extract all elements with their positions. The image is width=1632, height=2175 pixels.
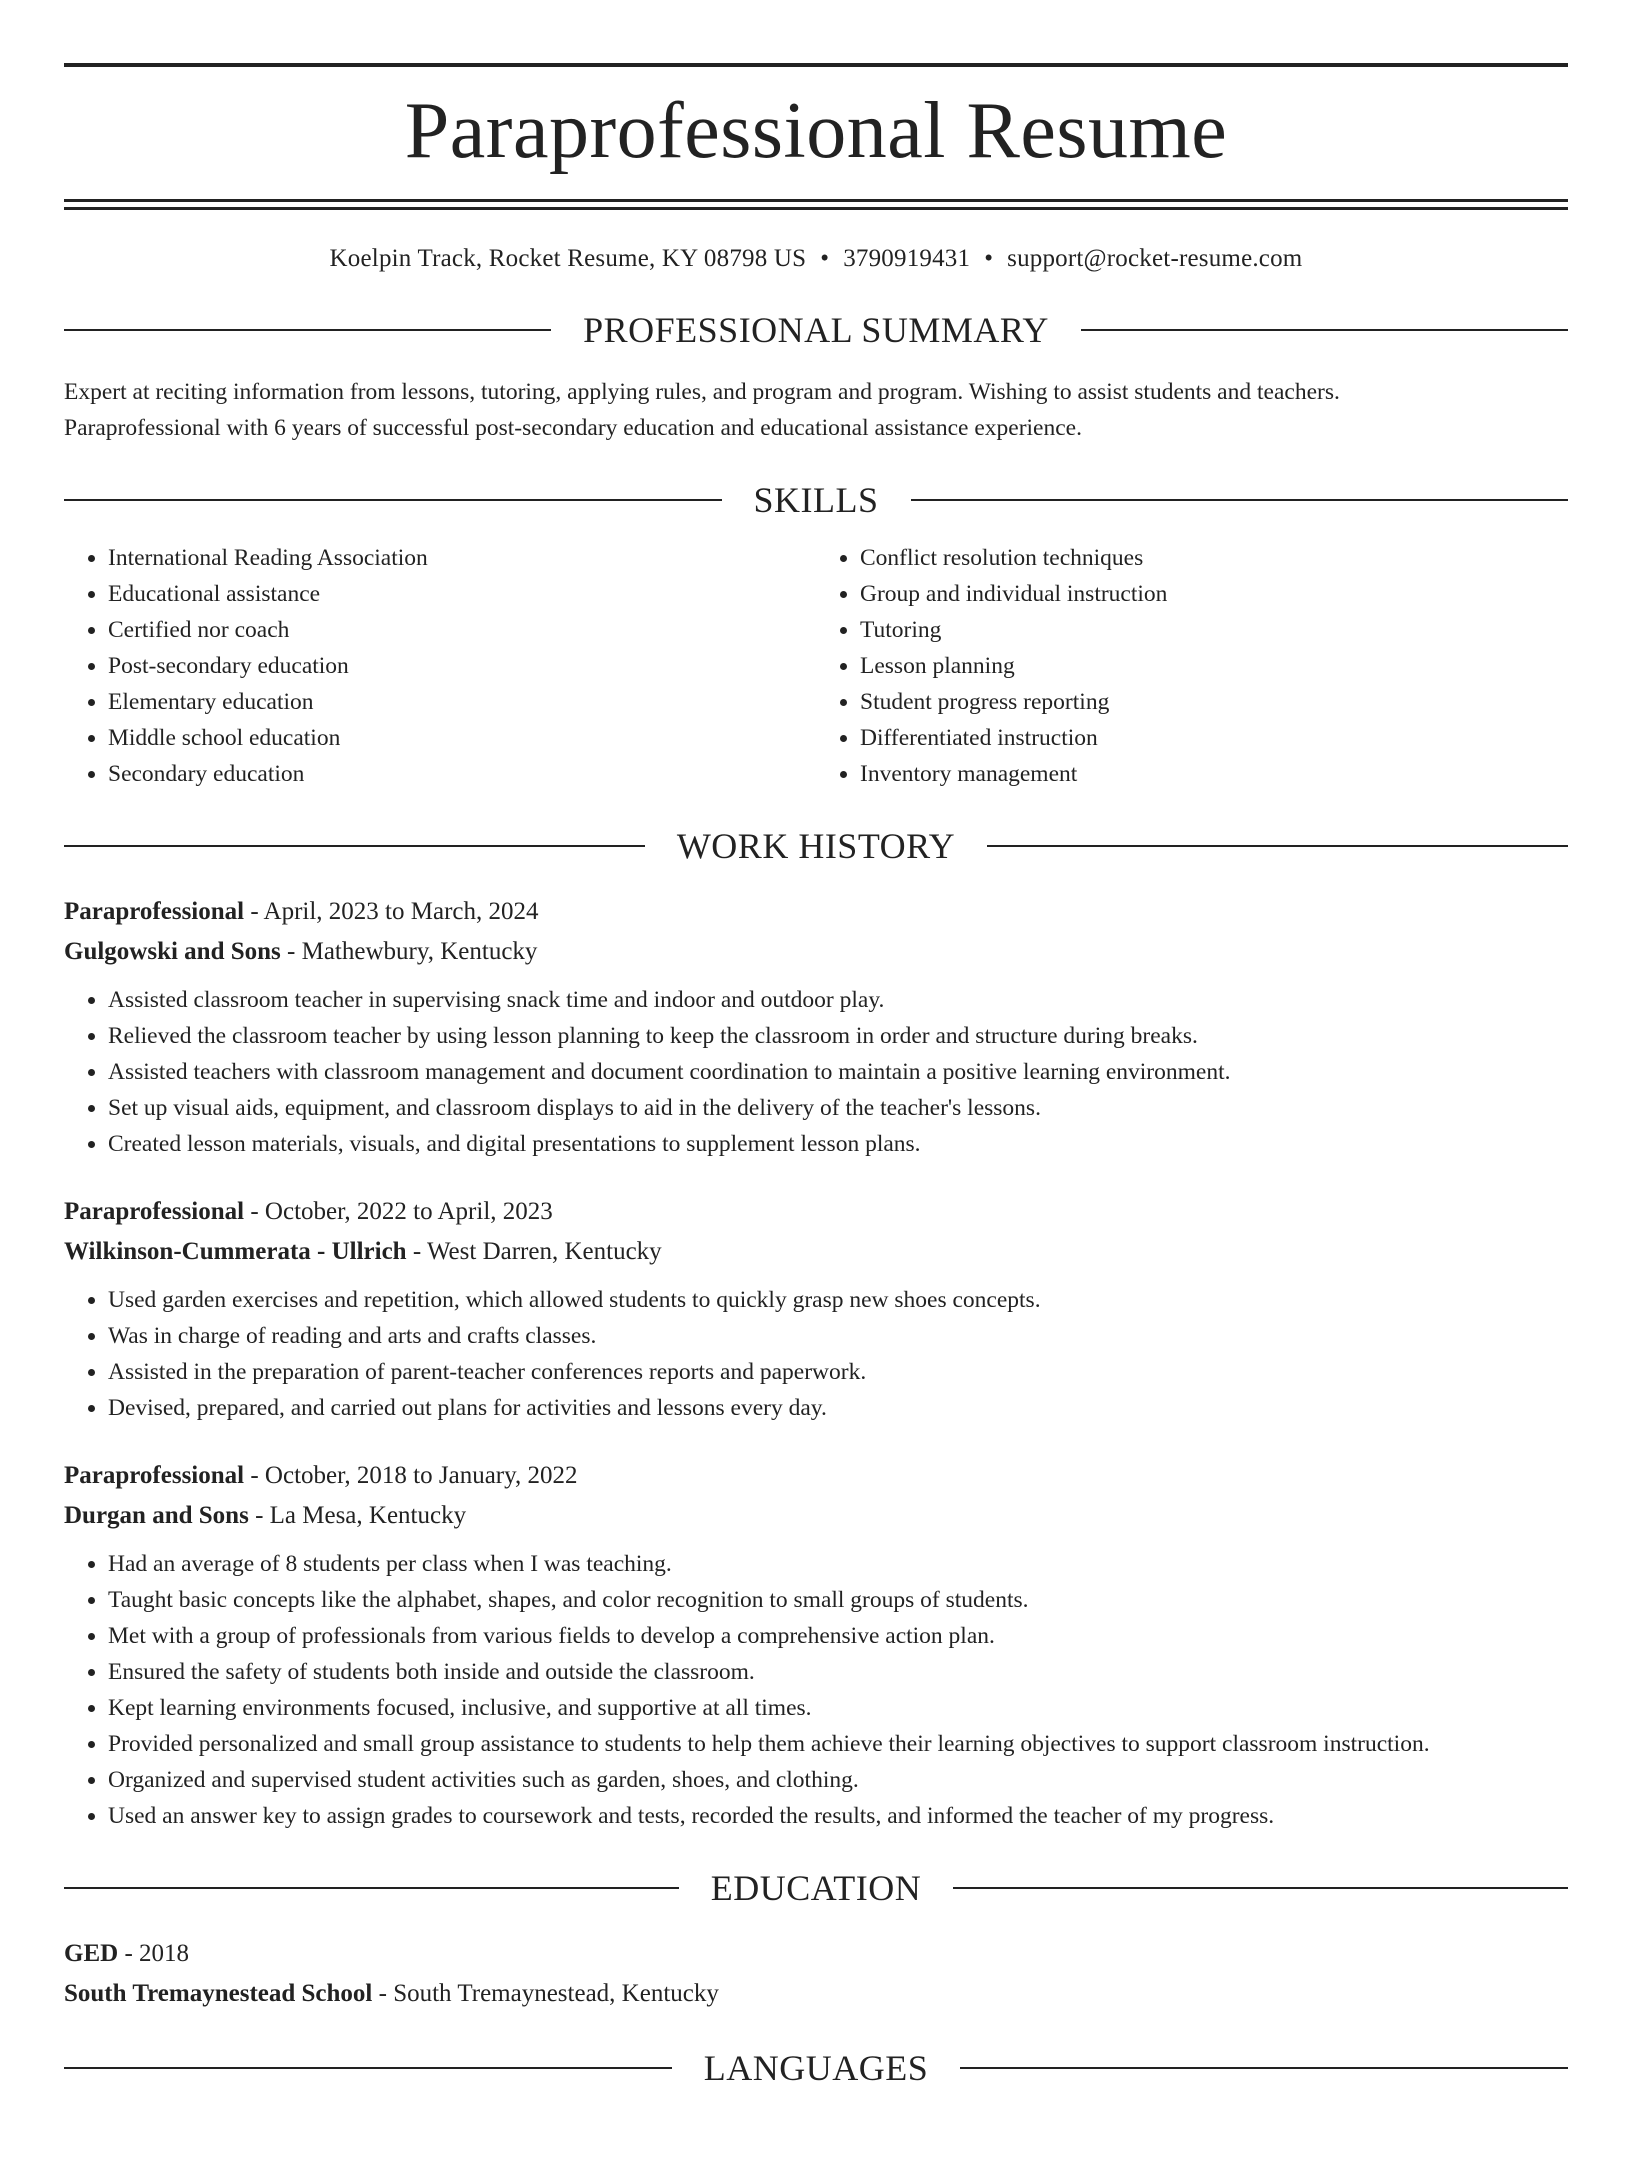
job-bullet: • Relieved the classroom teacher by using lesson planning to keep the classroom in order and structure during breaks. <box>108 1018 1568 1054</box>
title-double-rule <box>64 199 1568 210</box>
heading-rule-right <box>987 845 1568 847</box>
skill-item: • Post-secondary education <box>108 648 816 684</box>
heading-rule-left <box>64 2067 672 2069</box>
skill-item: • Elementary education <box>108 684 816 720</box>
skill-item: • Middle school education <box>108 720 816 756</box>
contact-email: support@rocket-resume.com <box>1007 245 1303 272</box>
job-dates: - October, 2018 to January, 2022 <box>244 1462 578 1489</box>
skill-item: • Educational assistance <box>108 576 816 612</box>
skill-item: • Group and individual instruction <box>860 576 1568 612</box>
job-company: Durgan and Sons <box>64 1502 249 1529</box>
job-bullet: • Met with a group of professionals from various fields to develop a comprehensive action plan. <box>108 1618 1568 1654</box>
job-bullets <box>64 982 1568 1162</box>
summary-text <box>64 374 1568 446</box>
job-bullets <box>64 1546 1568 1834</box>
job-bullet: • Kept learning environments focused, inclusive, and supportive at all times. <box>108 1690 1568 1726</box>
education-location: - South Tremaynestead, Kentucky <box>372 1980 719 2007</box>
job-bullet: • Created lesson materials, visuals, and digital presentations to supplement lesson plans. <box>108 1126 1568 1162</box>
job-location: - West Darren, Kentucky <box>406 1238 662 1265</box>
education-degree: GED <box>64 1940 119 1967</box>
job-bullet: • Had an average of 8 students per class when I was teaching. <box>108 1546 1568 1582</box>
heading-rule-right <box>1081 329 1568 331</box>
skill-item: • Student progress reporting <box>860 684 1568 720</box>
job-bullet: • Assisted in the preparation of parent-teacher conferences reports and paperwork. <box>108 1354 1568 1390</box>
job-dates: - October, 2022 to April, 2023 <box>244 1198 553 1225</box>
skills-list-right <box>816 540 1568 792</box>
job-bullet: • Devised, prepared, and carried out plans for activities and lessons every day. <box>108 1390 1568 1426</box>
heading-rule-left <box>64 1887 679 1889</box>
section-heading-work <box>64 826 1568 866</box>
contact-separator: • <box>820 245 830 272</box>
skill-item: • Secondary education <box>108 756 816 792</box>
resume-title: Paraprofessional Resume <box>404 87 1228 175</box>
skill-item: • International Reading Association <box>108 540 816 576</box>
education-degree-line <box>64 1934 1568 1974</box>
job-bullet: • Used garden exercises and repetition, which allowed students to quickly grasp new shoes concepts. <box>108 1282 1568 1318</box>
heading-rule-left <box>64 845 645 847</box>
contact-separator: • <box>984 245 994 272</box>
heading-rule-left <box>64 329 551 331</box>
job-role: Paraprofessional <box>64 898 245 925</box>
skill-item: • Conflict resolution techniques <box>860 540 1568 576</box>
section-title-summary: PROFESSIONAL SUMMARY <box>583 310 1049 350</box>
job-company-line <box>64 1496 1568 1536</box>
job-bullet: • Set up visual aids, equipment, and classroom displays to aid in the delivery of the teacher's lessons. <box>108 1090 1568 1126</box>
job-bullet: • Assisted classroom teacher in supervising snack time and indoor and outdoor play. <box>108 982 1568 1018</box>
job-bullet: • Organized and supervised student activities such as garden, shoes, and clothing. <box>108 1762 1568 1798</box>
education-school-line <box>64 1974 1568 2014</box>
job-title-line <box>64 1456 1568 1496</box>
job-bullet: • Ensured the safety of students both inside and outside the classroom. <box>108 1654 1568 1690</box>
job-location: - La Mesa, Kentucky <box>248 1502 467 1529</box>
skill-item: • Certified nor coach <box>108 612 816 648</box>
skills-list-left <box>64 540 816 792</box>
section-heading-summary <box>64 310 1568 350</box>
job-dates: - April, 2023 to March, 2024 <box>244 898 539 925</box>
education-year: - 2018 <box>118 1940 190 1967</box>
job-company: Wilkinson-Cummerata - Ullrich <box>64 1238 407 1265</box>
skills-columns <box>64 540 1568 792</box>
job-entry <box>64 1192 1568 1426</box>
job-company-line <box>64 1232 1568 1272</box>
heading-rule-right <box>911 499 1569 501</box>
job-role: Paraprofessional <box>64 1462 245 1489</box>
contact-line <box>64 242 1568 276</box>
job-bullet: • Taught basic concepts like the alphabet, shapes, and color recognition to small groups of students. <box>108 1582 1568 1618</box>
section-title-languages: LANGUAGES <box>703 2048 929 2088</box>
job-role: Paraprofessional <box>64 1198 245 1225</box>
top-rule <box>64 63 1568 67</box>
heading-rule-right <box>960 2067 1568 2069</box>
section-heading-education <box>64 1868 1568 1908</box>
job-bullet: • Assisted teachers with classroom management and document coordination to maintain a positive learning environment. <box>108 1054 1568 1090</box>
job-bullets <box>64 1282 1568 1426</box>
heading-rule-left <box>64 499 722 501</box>
job-bullet: • Provided personalized and small group assistance to students to help them achieve their learning objectives to support classroom instruction. <box>108 1726 1568 1762</box>
section-heading-skills <box>64 480 1568 520</box>
job-title-line <box>64 892 1568 932</box>
contact-address: Koelpin Track, Rocket Resume, KY 08798 US <box>329 245 807 272</box>
section-title-skills: SKILLS <box>753 480 879 520</box>
education-entry <box>64 1934 1568 2014</box>
job-entry <box>64 892 1568 1162</box>
skill-item: • Differentiated instruction <box>860 720 1568 756</box>
job-title-line <box>64 1192 1568 1232</box>
section-title-work: WORK HISTORY <box>676 826 956 866</box>
job-company: Gulgowski and Sons <box>64 938 281 965</box>
job-company-line <box>64 932 1568 972</box>
skill-item: • Lesson planning <box>860 648 1568 684</box>
section-title-education: EDUCATION <box>710 1868 922 1908</box>
education-school: South Tremaynestead School <box>64 1980 373 2007</box>
job-bullet: • Used an answer key to assign grades to coursework and tests, recorded the results, and informed the teacher of my progress. <box>108 1798 1568 1834</box>
job-entry <box>64 1456 1568 1834</box>
summary-line-1: Expert at reciting information from lessons, tutoring, applying rules, and program and program. Wishing to assist students and teachers. <box>64 379 1340 405</box>
section-heading-languages <box>64 2048 1568 2088</box>
summary-line-2: Paraprofessional with 6 years of successful post-secondary education and educational assistance experience. <box>64 415 1082 441</box>
job-bullet: • Was in charge of reading and arts and crafts classes. <box>108 1318 1568 1354</box>
resume-page <box>0 63 1632 2175</box>
skill-item: • Tutoring <box>860 612 1568 648</box>
contact-phone: 3790919431 <box>843 245 971 272</box>
heading-rule-right <box>953 1887 1568 1889</box>
skill-item: • Inventory management <box>860 756 1568 792</box>
job-location: - Mathewbury, Kentucky <box>280 938 538 965</box>
